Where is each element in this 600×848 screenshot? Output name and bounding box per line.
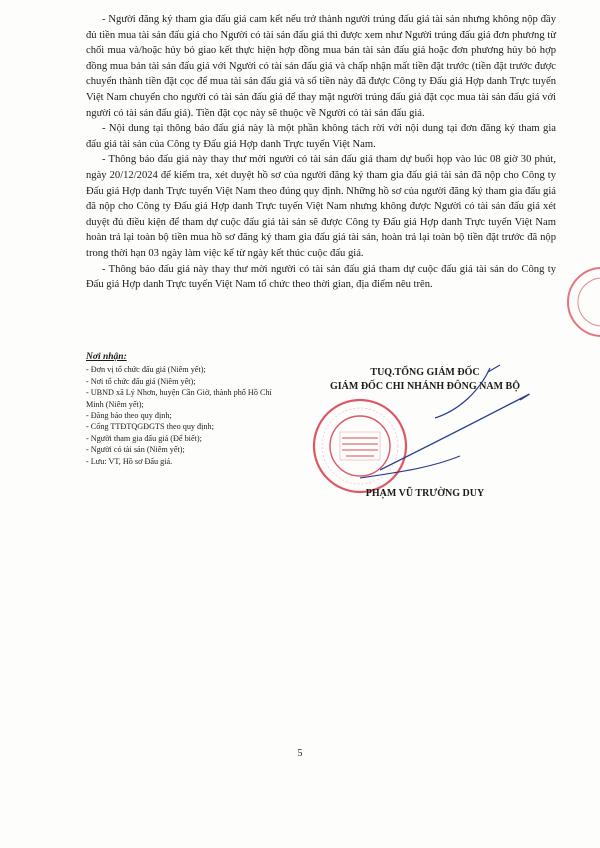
recipient-item: - Lưu: VT, Hồ sơ Đấu giá. [86,456,173,466]
recipients-heading: Nơi nhận: [86,352,127,362]
paragraph-commitment: - Người đăng ký tham gia đấu giá cam kết nếu trở thành người trúng đấu giá tài sản nhưng không nộp đầy đủ tiền mua tài sản đấu giá cho Người có tài sản đấu giá thì được xem như Người trúng đấu giá đơn phương từ chối mua và/hoặc hủy bỏ giao kết thực hiện hợp đồng mua bán tài sản đấu giá hoặc đơn phương hủy bỏ hợp đồng mua bán tài sản đấu giá với Người có tài sản đấu giá và chấp nhận mất tiền đặt trước (tiền đặt trước được chuyển thành tiền đặt cọc để mua tài sản đấu giá và số tiền này đã được Công ty Đấu giá Hợp danh Trực tuyến Việt Nam chuyển cho người có tài sản đấu giá để thay mặt người trúng đấu giá đặt cọc mua tài sản đấu giá với người có tài sản đấu giá). Tiền đặt cọc này sẽ thuộc về Người có tài sản đấu giá. [86,14,556,119]
recipient-item: - Người có tài sản (Niêm yết); [86,445,185,455]
recipient-item: - Người tham gia đấu giá (Để biết); [86,433,202,443]
recipient-item: - UBND xã Lý Nhơn, huyện Cần Giờ, thành phố Hồ Chí Minh (Niêm yết); [86,388,272,409]
paragraph-review-meeting: - Thông báo đấu giá này thay thư mời người có tài sản đấu giá tham dự buổi họp vào lúc 08 giờ 30 phút, ngày 20/12/2024 để kiểm tra, xét duyệt hồ sơ của người đăng ký tham gia đấu giá tài sản đã nộp cho Công ty Đấu giá Hợp danh Trực tuyến Việt Nam theo đúng quy định. Những hồ sơ của người đăng ký tham gia đấu giá đã nộp cho Công ty Đấu giá Hợp danh Trực tuyến Việt Nam nhưng không được Người có tài sản đấu giá xét duyệt đủ điều kiện để tham dự cuộc đấu giá tài sản sẽ được Công ty Đấu giá Hợp danh Trực tuyến Việt Nam hoàn trả lại toàn bộ tiền mua hồ sơ đăng ký tham gia đấu giá tài sản, hoàn trả lại toàn bộ tiền đặt trước đã nộp trong thời hạn 03 ngày làm việc kể từ ngày kết thúc cuộc đấu giá. [86,154,556,259]
recipient-item: - Đăng báo theo quy định; [86,411,172,421]
paragraph-auction-invitation: - Thông báo đấu giá này thay thư mời người có tài sản đấu giá tham dự cuộc đấu giá tài sản do Công ty Đấu giá Hợp danh Trực tuyến Việt Nam tổ chức theo thời gian, địa điểm nêu trên. [86,263,556,291]
recipients-list [86,352,276,467]
signature-title-line2: GIÁM ĐỐC CHI NHÁNH ĐÔNG NAM BỘ [330,381,520,392]
paragraph-integral-part: - Nội dung tại thông báo đấu giá này là một phần không tách rời với nội dung tại đơn đăng ký tham gia đấu giá tài sản của Công ty Đấu giá Hợp danh Trực tuyến Việt Nam. [86,123,556,150]
body-text [86,12,556,293]
signature-title-line1: TUQ.TỔNG GIÁM ĐỐC [370,367,480,378]
handwritten-signature [340,360,540,500]
recipient-item: - Nơi tổ chức đấu giá (Niêm yết); [86,376,196,386]
signer-name: PHẠM VŨ TRƯỜNG DUY [365,488,485,499]
recipient-item: - Đơn vị tổ chức đấu giá (Niêm yết); [86,365,206,375]
edge-seal-fragment [566,262,600,342]
page-number: 5 [297,748,303,759]
recipient-item: - Cổng TTĐTQGĐGTS theo quy định; [86,422,214,432]
